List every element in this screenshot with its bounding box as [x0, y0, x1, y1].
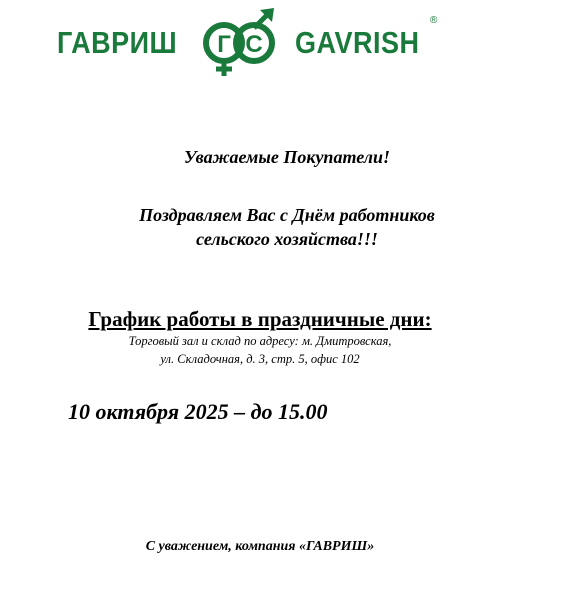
registered-mark: ® — [430, 15, 438, 26]
congratulation-line-2: сельского хозяйства!!! — [196, 229, 378, 249]
greeting: Уважаемые Покупатели! — [183, 147, 391, 167]
gender-emblem-icon — [182, 8, 297, 78]
address-line-1: Торговый зал и склад по адресу: м. Дмитровская, — [128, 334, 392, 348]
congratulation-line-1: Поздравляем Вас с Днём работников — [139, 205, 435, 225]
address-line-2: ул. Складочная, д. 3, стр. 5, офис 102 — [160, 352, 360, 366]
holiday-hours: 10 октября 2025 – до 15.00 — [68, 399, 328, 424]
logo-text-ru: ГАВРИШ — [57, 26, 178, 60]
schedule-title: График работы в праздничные дни: — [88, 307, 432, 331]
logo-text-en: GAVRISH — [295, 26, 420, 60]
brand-logo — [57, 8, 447, 78]
signature: С уважением, компания «ГАВРИШ» — [145, 539, 375, 554]
svg-text:Г: Г — [217, 31, 231, 58]
svg-text:С: С — [245, 31, 263, 58]
